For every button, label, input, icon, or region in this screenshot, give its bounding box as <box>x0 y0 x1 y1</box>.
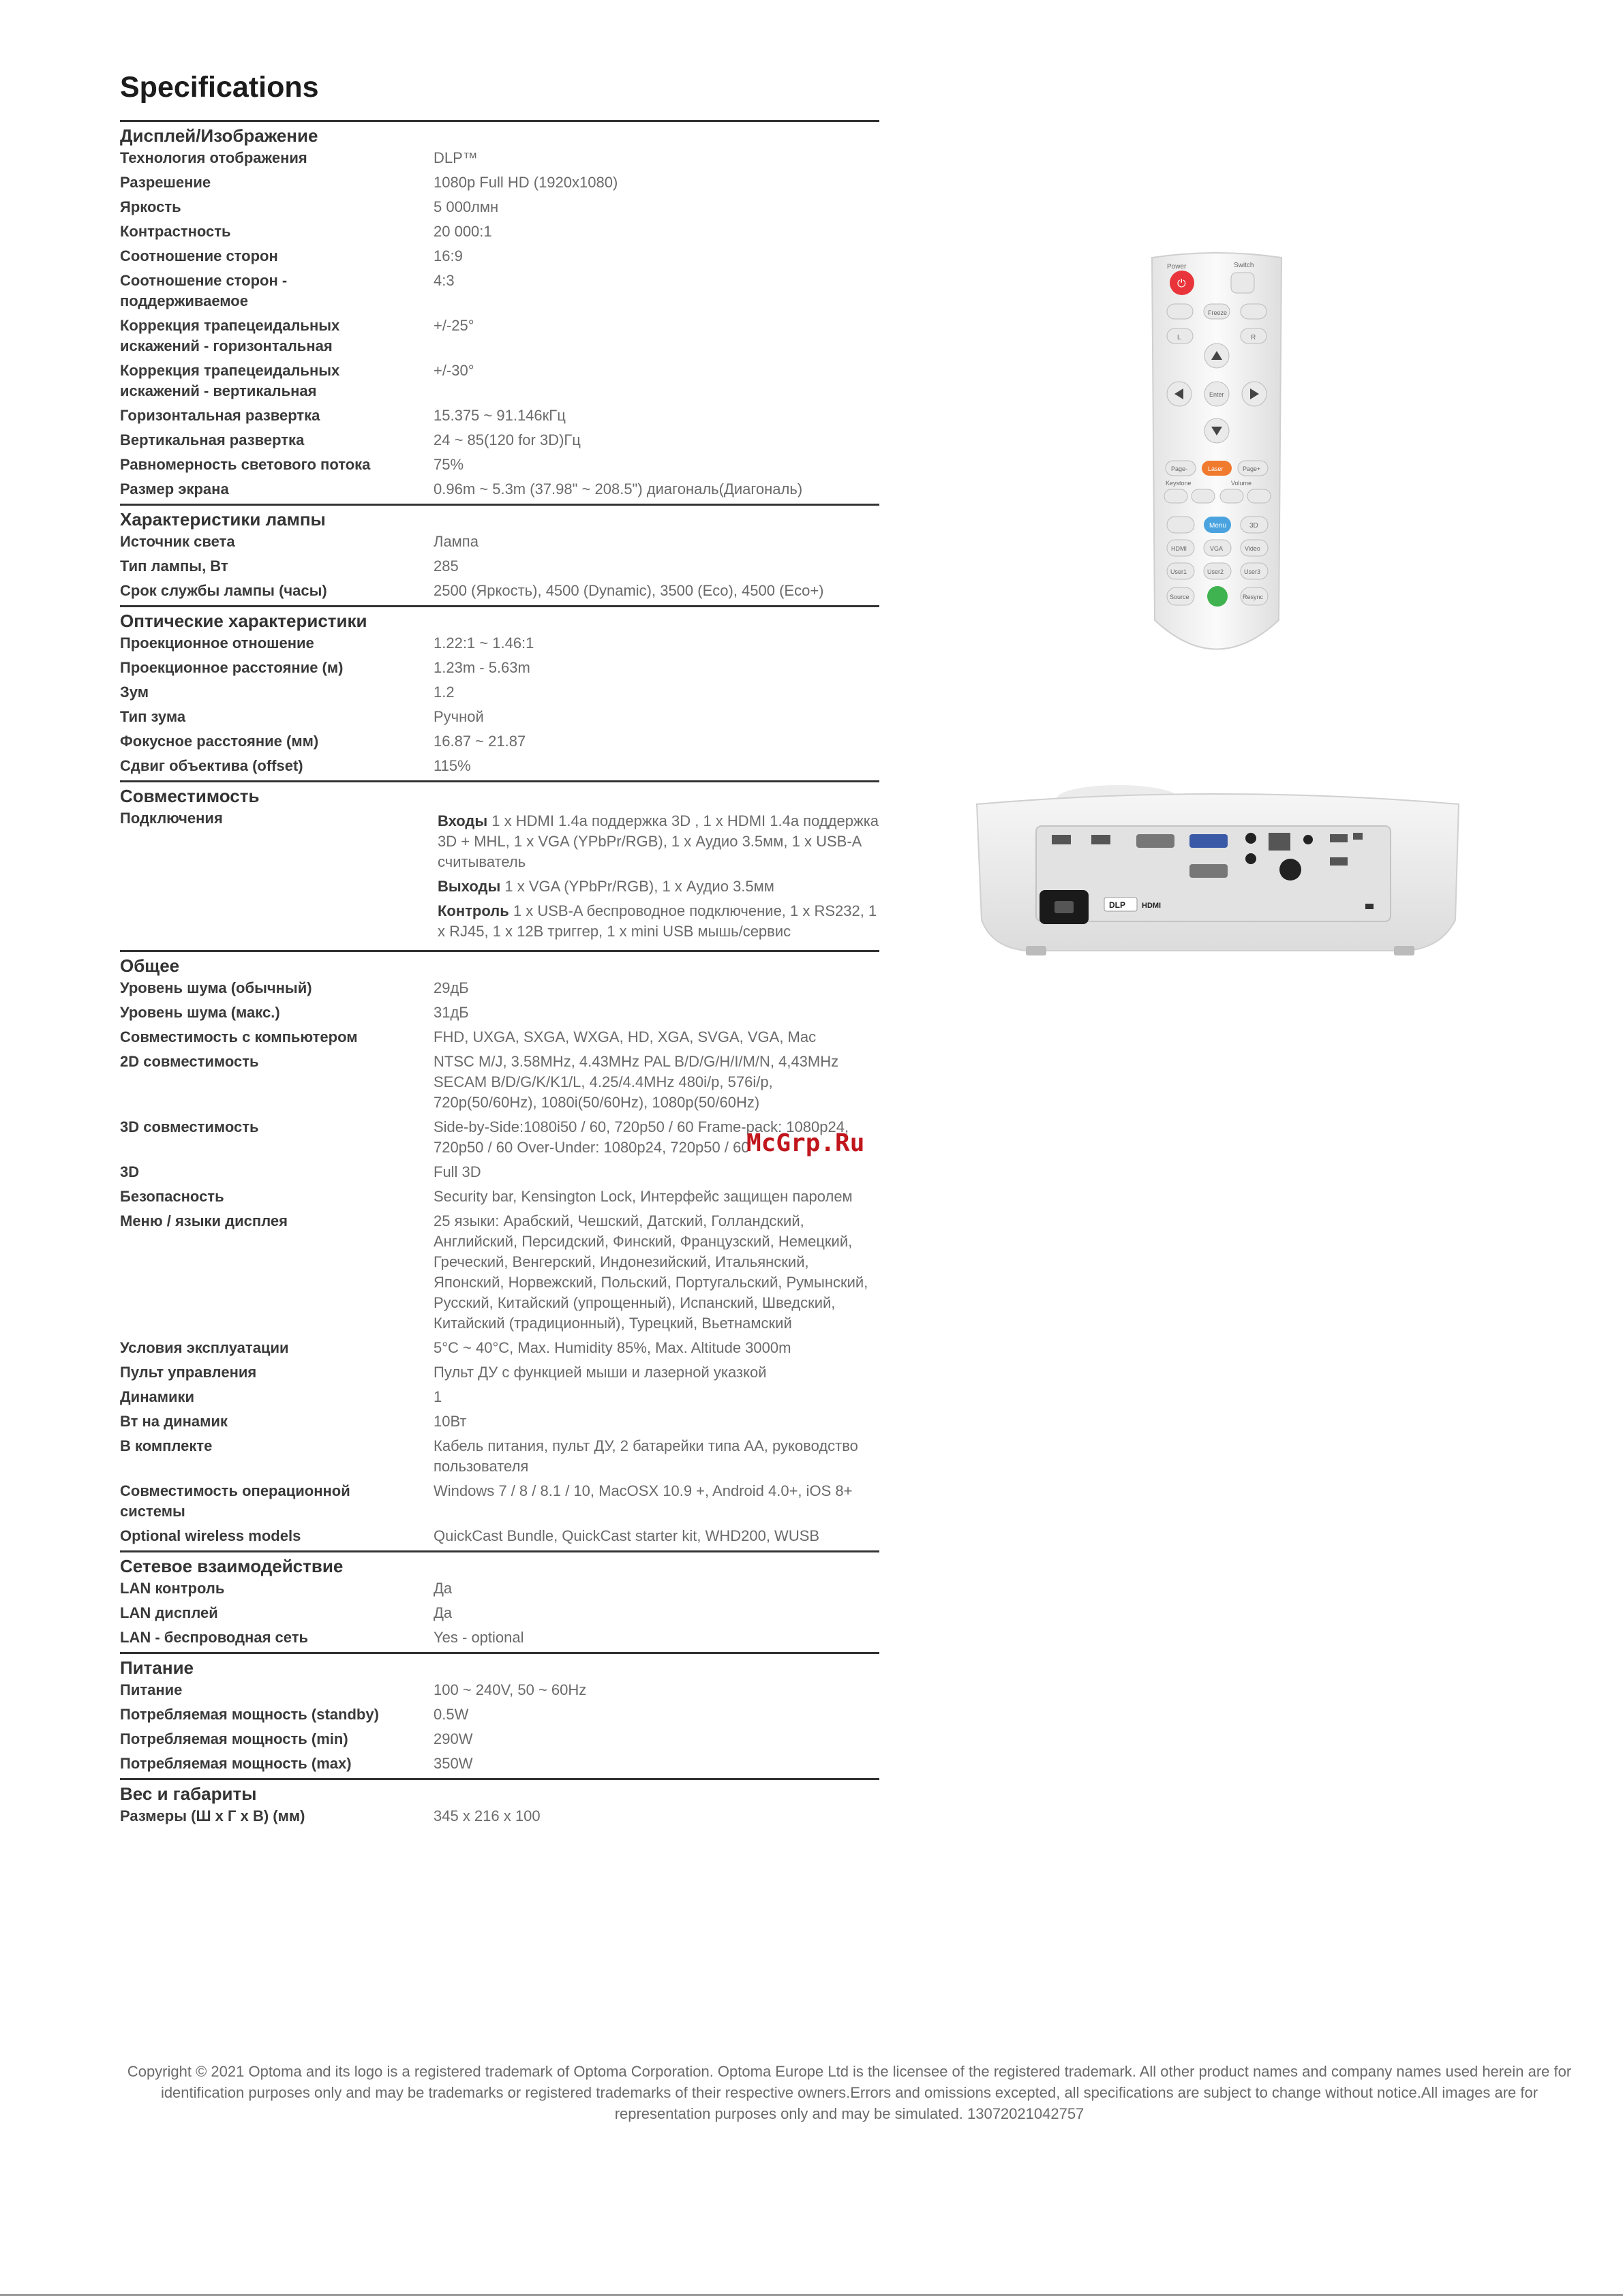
remote-label-user1: User1 <box>1170 568 1187 575</box>
spec-row <box>120 1211 879 1338</box>
remote-label-hdmi: HDMI <box>1171 545 1187 552</box>
remote-label-user2: User2 <box>1207 568 1224 575</box>
foot-right <box>1394 946 1414 955</box>
remote-label-source: Source <box>1170 594 1189 600</box>
spec-label: 3D совместимость <box>120 1118 259 1135</box>
spec-row <box>120 1187 879 1211</box>
spec-label: Разрешение <box>120 174 211 191</box>
spec-label: Размеры (Ш x Г x В) (мм) <box>120 1807 305 1824</box>
section-title: Дисплей/Изображение <box>120 125 318 146</box>
enter-green-button <box>1207 586 1228 607</box>
remote-label-3d: 3D <box>1249 522 1258 530</box>
spec-section <box>120 1550 879 1652</box>
connection-heading: Выходы <box>438 878 501 895</box>
spec-value: 1 <box>434 1388 442 1405</box>
spec-value: 2500 (Яркость), 4500 (Dynamic), 3500 (Eco), 4500 (Eco+) <box>434 582 824 599</box>
spec-value: 5°C ~ 40°C, Max. Humidity 85%, Max. Altitude 3000m <box>434 1339 791 1356</box>
spec-row <box>120 361 879 405</box>
spec-value: 290W <box>434 1730 473 1747</box>
spec-label: Потребляемая мощность (min) <box>120 1730 348 1747</box>
spec-row <box>120 271 879 316</box>
spec-row-connections <box>120 808 879 950</box>
remote-label-freeze: Freeze <box>1208 309 1228 316</box>
spec-label: Проекционное отношение <box>120 634 314 652</box>
spec-label: Коррекция трапецеидальных искажений - горизонтальная <box>120 317 340 354</box>
spec-row <box>120 682 879 707</box>
spec-value: 4:3 <box>434 272 455 289</box>
spec-row <box>120 1162 879 1187</box>
brightness-button <box>1167 517 1194 533</box>
spec-row <box>120 581 879 605</box>
vga-in-port <box>1189 834 1228 848</box>
remote-label-user3: User3 <box>1244 568 1261 575</box>
spec-row <box>120 1704 879 1729</box>
keystone-minus-button <box>1164 489 1187 503</box>
aspect-button <box>1167 304 1193 319</box>
spec-row <box>120 556 879 581</box>
remote-label-vga: VGA <box>1210 545 1224 552</box>
remote-label-resync: Resync <box>1243 594 1264 600</box>
remote-label-page-up: Page+ <box>1243 465 1261 472</box>
spec-label: Сдвиг объектива (offset) <box>120 757 303 774</box>
hdmi-port-2 <box>1091 835 1110 844</box>
spec-value: 20 000:1 <box>434 223 492 240</box>
spec-row <box>120 1338 879 1362</box>
spec-label: Контрастность <box>120 223 231 240</box>
spec-value: Security bar, Kensington Lock, Интерфейс защищен паролем <box>434 1188 853 1205</box>
spec-label: Динамики <box>120 1388 195 1405</box>
remote-label-page-down: Page- <box>1171 465 1188 472</box>
connection-group <box>438 876 879 897</box>
spec-value: 1.22:1 ~ 1.46:1 <box>434 634 534 652</box>
spec-value: 16:9 <box>434 247 463 264</box>
spec-row <box>120 1002 879 1027</box>
spec-label: Потребляемая мощность (standby) <box>120 1706 379 1723</box>
spec-row <box>120 1806 879 1831</box>
spec-label: Совместимость с компьютером <box>120 1028 358 1045</box>
audio-out-jack <box>1245 853 1256 864</box>
power-socket-inner <box>1055 901 1074 913</box>
spec-value: Windows 7 / 8 / 8.1 / 10, MacOSX 10.9 +, Android 4.0+, iOS 8+ <box>434 1482 853 1499</box>
section-title: Вес и габариты <box>120 1784 257 1804</box>
spec-value: 5 000лмн <box>434 198 499 215</box>
spec-value: 31дБ <box>434 1004 469 1021</box>
spec-label: Источник света <box>120 533 235 550</box>
spec-label: 2D совместимость <box>120 1053 259 1070</box>
remote-label-volume: Volume <box>1231 480 1252 487</box>
spec-label: Пульт управления <box>120 1364 257 1381</box>
spec-row <box>120 1578 879 1603</box>
spec-value: DLP™ <box>434 149 478 166</box>
spec-value: 0.5W <box>434 1706 469 1723</box>
spec-label: Горизонтальная развертка <box>120 407 320 424</box>
spec-value: Да <box>434 1580 453 1597</box>
remote-label-laser: Laser <box>1208 465 1224 472</box>
spec-row <box>120 1603 879 1627</box>
rs232-port <box>1136 834 1174 848</box>
connections-value <box>434 808 879 950</box>
spec-value: 285 <box>434 557 459 575</box>
spec-row <box>120 405 879 430</box>
spec-label: Размер экрана <box>120 480 229 498</box>
spec-label: LAN - беспроводная сеть <box>120 1629 308 1646</box>
spec-value: 350W <box>434 1755 473 1772</box>
remote-label-video: Video <box>1245 545 1260 552</box>
spec-label: 3D <box>120 1163 140 1180</box>
switch-button <box>1231 273 1254 293</box>
spec-value: Кабель питания, пульт ДУ, 2 батарейки типа АА, руководство пользователя <box>434 1437 858 1475</box>
foot-left <box>1026 946 1046 955</box>
connection-text: 1 x USB-A беспроводное подключение, 1 x RS232, 1 x RJ45, 1 x 12В триггер, 1 x mini USB мышь/сервис <box>438 902 877 940</box>
spec-row <box>120 1411 879 1436</box>
spec-value: NTSC M/J, 3.58MHz, 4.43MHz PAL B/D/G/H/I/M/N, 4,43MHz SECAM B/D/G/K/K1/L, 4.25/4.4MHz 480i/p, 576i/p, 720p(50/60Hz), 1080i(50/60Hz), 1080p(50/60Hz) <box>434 1053 839 1111</box>
mini-usb-port <box>1353 833 1363 840</box>
copyright-footer: Copyright © 2021 Optoma and its logo is a registered trademark of Optoma Corporation. Optoma Europe Ltd is the licensee of the registered trademark. All other product names and company names used herein are for identification purposes only and may be trademarks or registered trademarks of their respective owners.Errors and omissions excepted, all specifications are subject to change without notice.All images are for representation purposes only and may be simulated. 13072021042757 <box>127 2063 1572 2122</box>
spec-value: 25 языки: Арабский, Чешский, Датский, Голландский, Английский, Персидский, Финский, Французский, Немецкий, Греческий, Венгерский, Индонезийский, Итальянский, Японский, Норвежский, Польский, Португальский, Румынский, Русский, Китайский (упрощенный), Испанский, Шведский, Китайский (традиционный), Турецкий, Вьетнамский <box>434 1212 868 1332</box>
spec-row <box>120 1481 879 1526</box>
connection-group <box>438 811 879 872</box>
spec-value: 1.23m - 5.63m <box>434 659 530 676</box>
spec-value: +/-30° <box>434 362 474 379</box>
spec-value: 1080p Full HD (1920x1080) <box>434 174 618 191</box>
usb-port-1 <box>1330 834 1348 842</box>
spec-row <box>120 1436 879 1481</box>
spec-value: Да <box>434 1604 453 1621</box>
spec-row <box>120 197 879 221</box>
spec-section <box>120 1778 879 1831</box>
hdmi-logo: HDMI <box>1142 902 1162 910</box>
spec-row <box>120 731 879 756</box>
connection-text: 1 x HDMI 1.4a поддержка 3D , 1 x HDMI 1.4a поддержка 3D + MHL, 1 x VGA (YPbPr/RGB), 1 x Аудио 3.5мм, 1 x USB-A считыватель <box>438 812 879 870</box>
spec-row <box>120 148 879 172</box>
spec-row <box>120 633 879 658</box>
section-title: Оптические характеристики <box>120 611 367 631</box>
spec-value: 24 ~ 85(120 for 3D)Гц <box>434 431 581 448</box>
spec-value: 1.2 <box>434 684 455 701</box>
mute-button <box>1241 304 1266 319</box>
ir-sensor <box>1279 859 1301 881</box>
section-title: Сетевое взаимодействие <box>120 1556 344 1576</box>
spec-section <box>120 950 879 1550</box>
spec-label: Соотношение сторон <box>120 247 278 264</box>
spec-value: 100 ~ 240V, 50 ~ 60Hz <box>434 1681 587 1698</box>
spec-value: 115% <box>434 757 471 774</box>
spec-value: 10Вт <box>434 1413 467 1430</box>
dlp-label: DLP <box>1109 900 1125 910</box>
spec-section <box>120 120 879 504</box>
spec-row <box>120 1362 879 1387</box>
spec-row <box>120 1627 879 1652</box>
spec-label: LAN контроль <box>120 1580 225 1597</box>
power-icon: ⏻ <box>1177 277 1186 290</box>
spec-label: Коррекция трапецеидальных искажений - вертикальная <box>120 362 340 399</box>
spec-label: Уровень шума (обычный) <box>120 979 312 996</box>
audio-in-jack <box>1245 833 1256 844</box>
spec-row <box>120 532 879 556</box>
spec-row <box>120 316 879 361</box>
connection-heading: Входы <box>438 812 488 829</box>
spec-label: Проекционное расстояние (м) <box>120 659 344 676</box>
spec-row <box>120 246 879 271</box>
keystone-plus-button <box>1192 489 1215 503</box>
remote-label-menu: Menu <box>1209 522 1227 530</box>
remote-label-switch: Switch <box>1234 262 1254 269</box>
spec-label: Зум <box>120 684 149 701</box>
section-title: Характеристики лампы <box>120 509 326 530</box>
spec-row <box>120 1729 879 1754</box>
spec-row <box>120 1526 879 1550</box>
spec-label: Условия эксплуатации <box>120 1339 289 1356</box>
volume-plus-button <box>1247 489 1271 503</box>
spec-row <box>120 658 879 682</box>
spec-row <box>120 756 879 780</box>
spec-section <box>120 605 879 780</box>
page-title: Specifications <box>120 71 319 104</box>
spec-value: Yes - optional <box>434 1629 524 1646</box>
spec-row <box>120 1680 879 1704</box>
spec-label: Тип лампы, Вт <box>120 557 228 575</box>
spec-value: 345 x 216 x 100 <box>434 1807 541 1824</box>
spec-value: +/-25° <box>434 317 474 334</box>
spec-value: 16.87 ~ 21.87 <box>434 733 526 750</box>
spec-label: Соотношение сторон - поддерживаемое <box>120 272 288 309</box>
spec-row <box>120 978 879 1002</box>
spec-row <box>120 479 879 504</box>
spec-row <box>120 430 879 455</box>
spec-section <box>120 780 879 950</box>
kensington-slot <box>1365 904 1374 909</box>
spec-row <box>120 1387 879 1411</box>
spec-label: Вт на динамик <box>120 1413 228 1430</box>
spec-row <box>120 221 879 246</box>
section-title: Питание <box>120 1657 194 1678</box>
spec-value: 15.375 ~ 91.146кГц <box>434 407 566 424</box>
section-title: Совместимость <box>120 786 260 806</box>
spec-label: Технология отображения <box>120 149 307 166</box>
vga-out-port <box>1189 864 1228 878</box>
spec-label: Тип зума <box>120 708 186 725</box>
spec-label: Безопасность <box>120 1188 224 1205</box>
spec-value: Пульт ДУ с функцией мыши и лазерной указкой <box>434 1364 767 1381</box>
spec-label: Равномерность светового потока <box>120 456 371 473</box>
spec-row <box>120 1754 879 1778</box>
connection-group <box>438 901 879 942</box>
spec-value: 75% <box>434 456 464 473</box>
watermark: McGrp.Ru <box>746 1129 865 1157</box>
usb-port-2 <box>1330 857 1348 866</box>
remote-label-enter: Enter <box>1209 391 1224 398</box>
spec-table <box>120 120 879 1831</box>
connection-text: 1 x VGA (YPbPr/RGB), 1 x Аудио 3.5мм <box>500 878 774 895</box>
spec-row <box>120 172 879 197</box>
spec-value: Лампа <box>434 533 479 550</box>
projector-rear-image <box>971 784 1466 961</box>
spec-row <box>120 1027 879 1052</box>
spec-label: Яркость <box>120 198 181 215</box>
spec-row <box>120 1052 879 1117</box>
spec-value: Ручной <box>434 708 484 725</box>
volume-minus-button <box>1220 489 1243 503</box>
remote-label-l: L <box>1177 334 1181 341</box>
spec-row <box>120 707 879 731</box>
spec-label: Уровень шума (макс.) <box>120 1004 280 1021</box>
spec-section <box>120 504 879 605</box>
section-title: Общее <box>120 955 180 976</box>
spec-label: Совместимость операционной системы <box>120 1482 350 1520</box>
rj45-port <box>1269 833 1290 851</box>
spec-label: Фокусное расстояние (мм) <box>120 733 319 750</box>
spec-label: Подключения <box>120 810 223 827</box>
remote-label-r: R <box>1251 334 1256 341</box>
spec-label: Optional wireless models <box>120 1527 301 1544</box>
spec-section <box>120 1652 879 1778</box>
spec-label: Срок службы лампы (часы) <box>120 582 327 599</box>
spec-value: QuickCast Bundle, QuickCast starter kit, WHD200, WUSB <box>434 1527 820 1544</box>
spec-label: Потребляемая мощность (max) <box>120 1755 352 1772</box>
spec-value: Side-by-Side:1080i50 / 60, 720p50 / 60 Frame-pack: 1080p24, 720p50 / 60 Over-Under: 1080p24, 720p50 / 60 <box>434 1118 849 1156</box>
spec-label: Питание <box>120 1681 183 1698</box>
spec-value: 0.96m ~ 5.3m (37.98" ~ 208.5") диагональ(Диагональ) <box>434 480 803 498</box>
spec-label: В комплекте <box>120 1437 213 1454</box>
connection-heading: Контроль <box>438 902 509 919</box>
trigger-jack <box>1303 835 1313 844</box>
spec-label: Вертикальная развертка <box>120 431 305 448</box>
remote-label-keystone: Keystone <box>1166 480 1192 487</box>
spec-value: FHD, UXGA, SXGA, WXGA, HD, XGA, SVGA, VGA, Mac <box>434 1028 817 1045</box>
hdmi-port-1 <box>1052 835 1071 844</box>
remote-control-image <box>1145 252 1288 668</box>
spec-label: Меню / языки дисплея <box>120 1212 288 1229</box>
remote-label-power: Power <box>1167 263 1187 271</box>
spec-value: 29дБ <box>434 979 469 996</box>
spec-value: Full 3D <box>434 1163 481 1180</box>
spec-row <box>120 455 879 479</box>
spec-label: LAN дисплей <box>120 1604 218 1621</box>
